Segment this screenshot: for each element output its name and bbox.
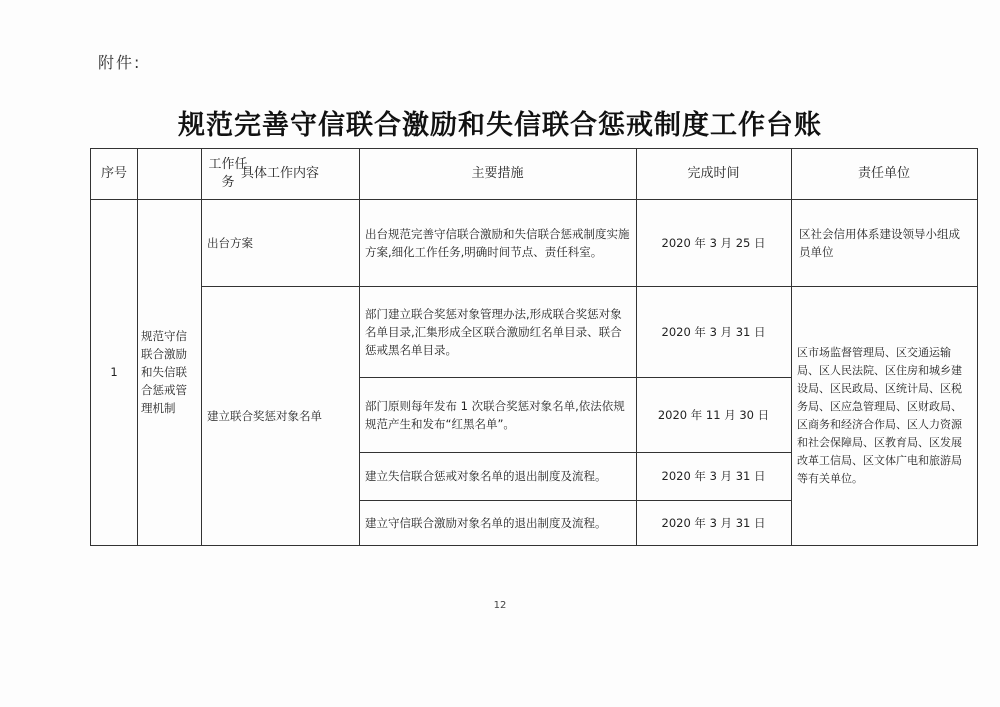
deadline-cell-2: 2020 年 3 月 31 日 — [661, 324, 766, 339]
work-ledger-table — [90, 148, 978, 546]
content-cell-2: 建立联合奖惩对象名单 — [207, 408, 322, 423]
deadline-cell-5: 2020 年 3 月 31 日 — [661, 515, 766, 530]
measure-cell-5: 建立守信联合激励对象名单的退出制度及流程。 — [365, 515, 607, 530]
measure-cell-3: 部门原则每年发布 1 次联合奖惩对象名单,依法依规规范产生和发布“红黑名单”。 — [365, 398, 625, 431]
content-cell-1: 出台方案 — [207, 235, 253, 250]
header-unit: 责任单位 — [857, 166, 910, 181]
col-rule-1 — [137, 149, 138, 545]
header-seq: 序号 — [100, 166, 127, 181]
measure-cell-4: 建立失信联合惩戒对象名单的退出制度及流程。 — [365, 469, 607, 483]
deadline-cell-4: 2020 年 3 月 31 日 — [661, 469, 766, 483]
measure-cell-1: 出台规范完善守信联合激励和失信联合惩戒制度实施方案,细化工作任务,明确时间节点、责任科室。 — [365, 226, 630, 259]
task-cell: 规范守信联合激励和失信联合惩戒管理机制 — [141, 329, 187, 415]
header-measures: 主要措施 — [471, 166, 524, 181]
deadline-cell-1: 2020 年 3 月 25 日 — [661, 235, 766, 250]
measure-cell-2: 部门建立联合奖惩对象管理办法,形成联合奖惩对象名单目录,汇集形成全区联合激励红名单目录、联合惩戒黑名单目录。 — [365, 306, 622, 357]
attachment-label: 附件: — [98, 53, 142, 72]
header-task: 工作任务 — [208, 157, 248, 190]
page-number: 12 — [493, 600, 507, 611]
deadline-cell-3: 2020 年 11 月 30 日 — [657, 407, 770, 422]
header-deadline: 完成时间 — [687, 166, 740, 181]
seq-cell: 1 — [110, 365, 118, 379]
document-title: 规范完善守信联合激励和失信联合惩戒制度工作台账 — [178, 110, 822, 141]
unit-cell-2: 区市场监督管理局、区交通运输局、区人民法院、区住房和城乡建设局、区民政局、区统计局、区税务局、区应急管理局、区财政局、区商务和经济合作局、区人力资源和社会保障局、区教育局、区发展改革工信局、区文体广电和旅游局等有关单位。 — [797, 345, 962, 485]
unit-cell-1: 区社会信用体系建设领导小组成员单位 — [799, 226, 960, 259]
header-content: 具体工作内容 — [240, 166, 319, 181]
